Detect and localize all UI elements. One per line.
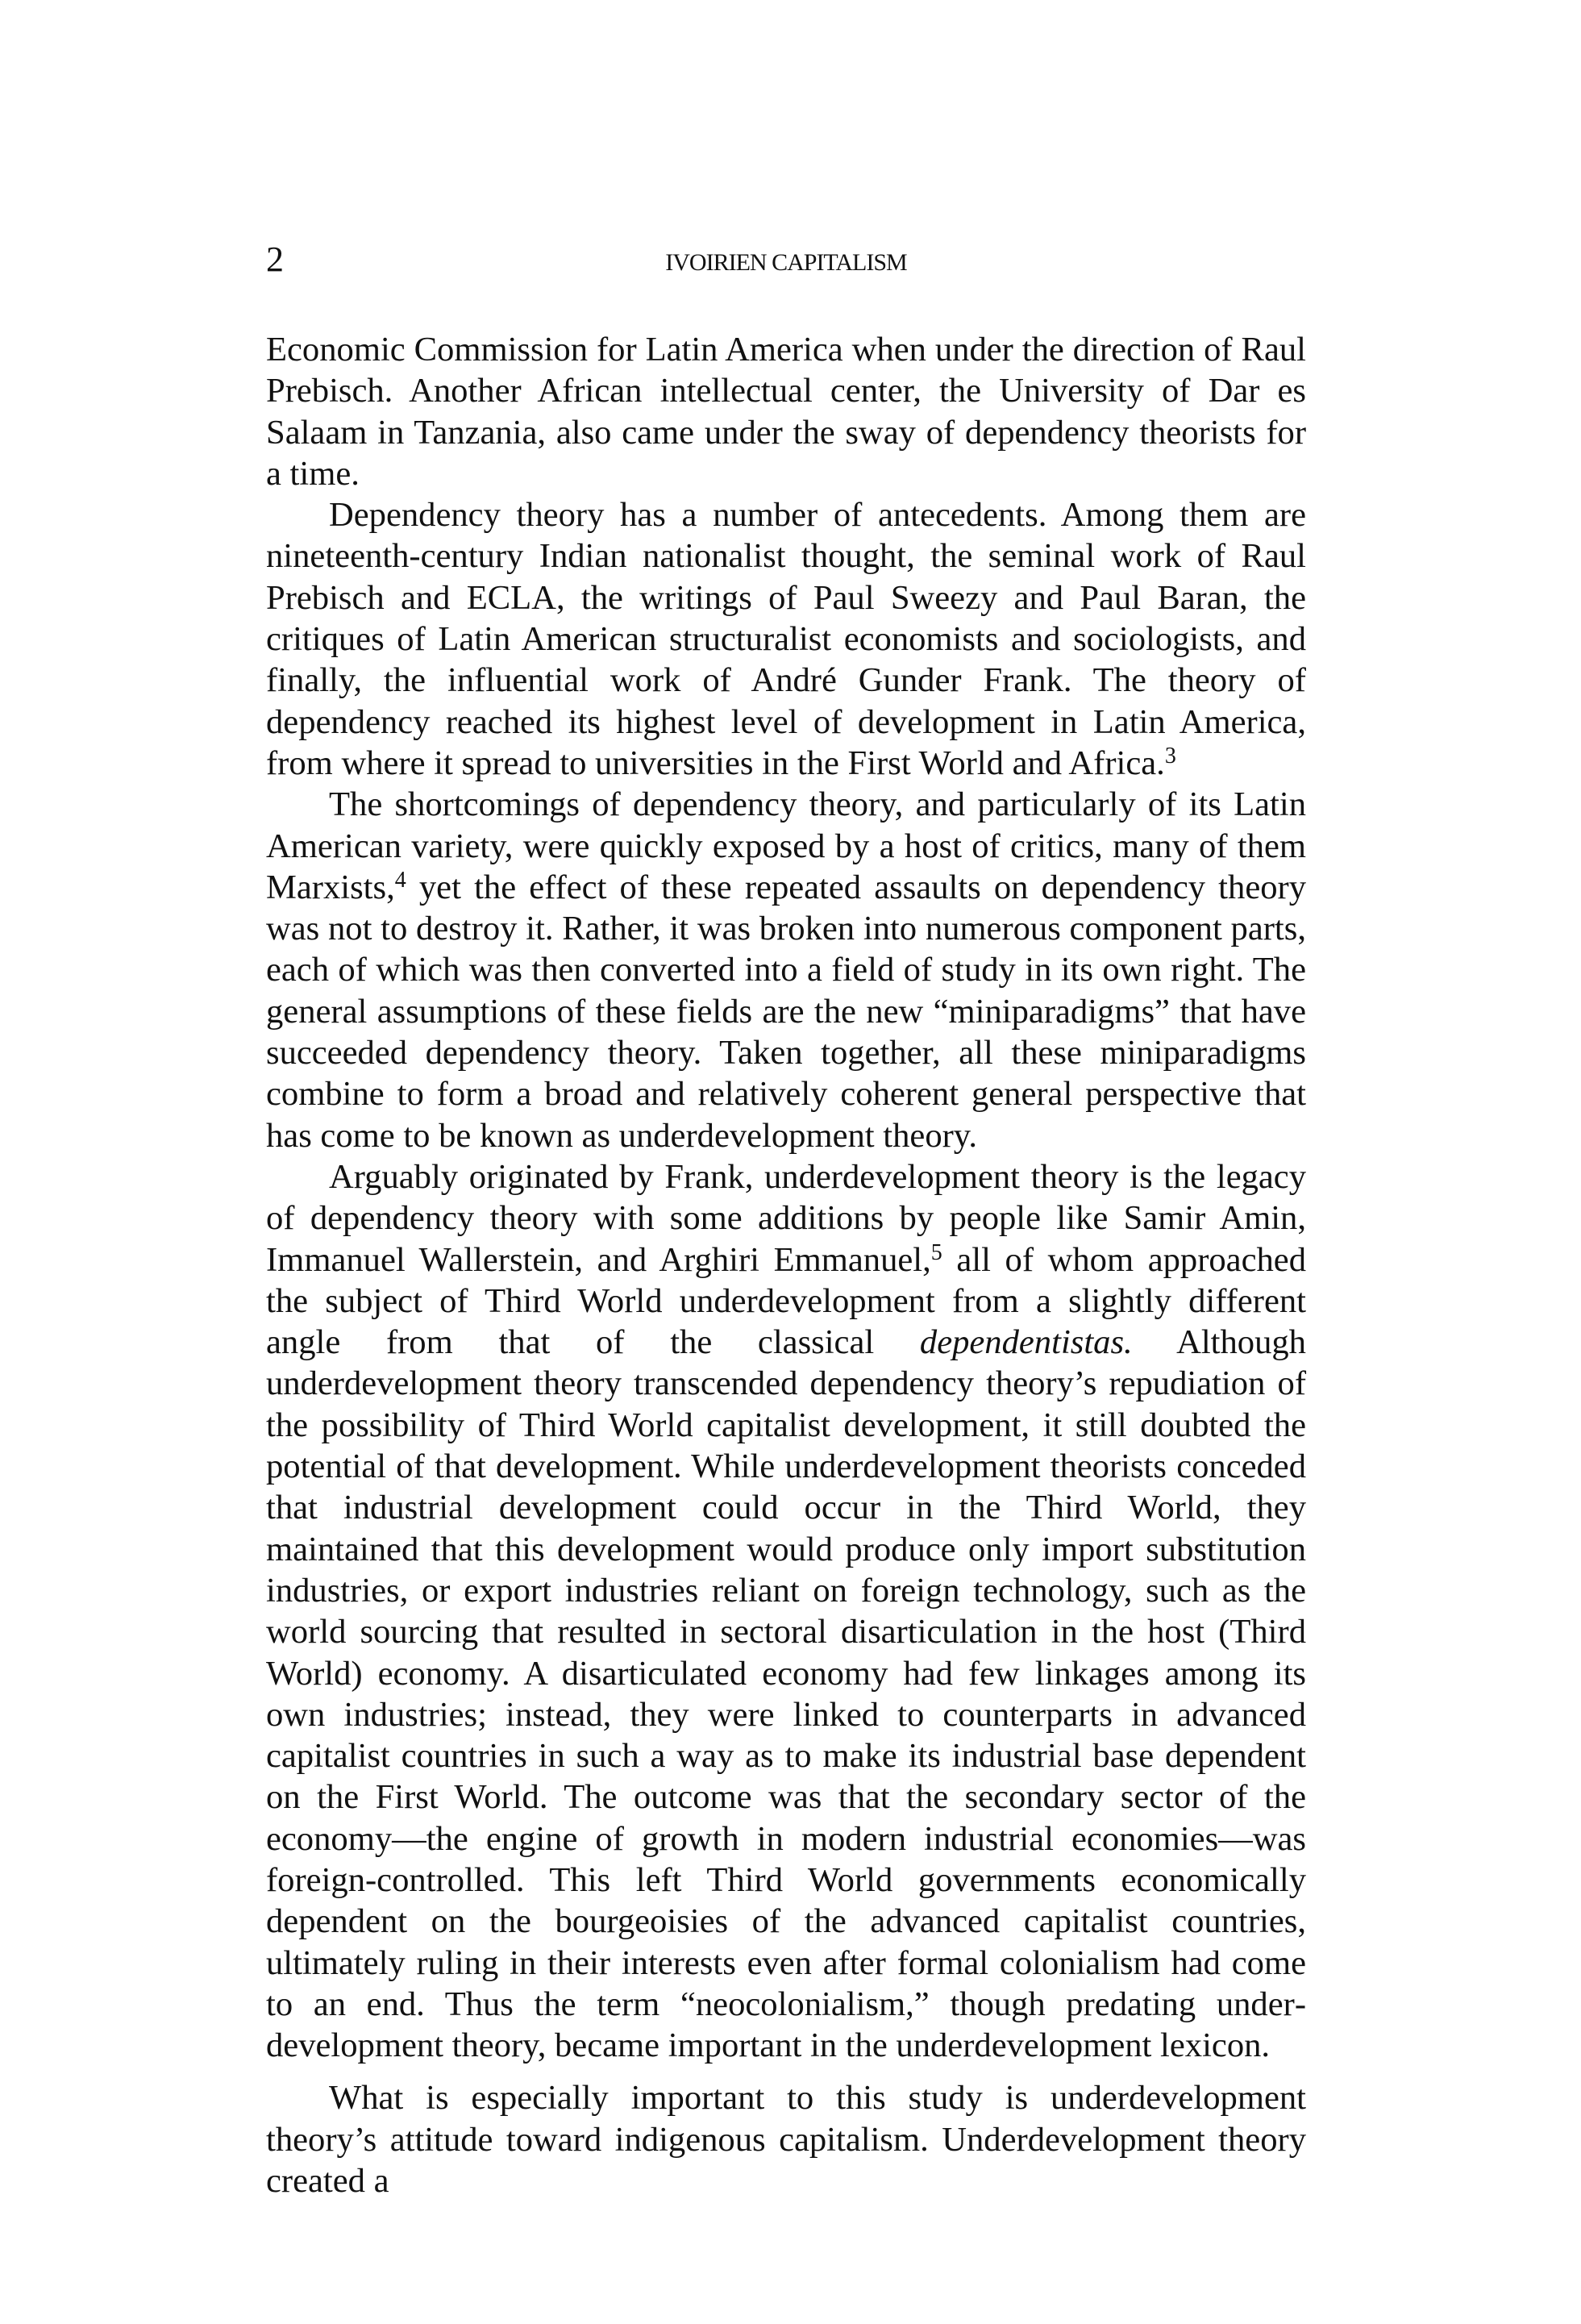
paragraph-3-text-a: The shortcomings of dependency theory, and particularly of its Latin American variety, were quickly exposed by a host of critics, many of them Marxists, bbox=[266, 785, 1306, 906]
paragraph-5-text: What is especially important to this study is underdevelopment theory’s attitude toward indigenous capitalism. Underdevelopment theory created a bbox=[266, 2079, 1306, 2201]
paragraph-4 bbox=[266, 1156, 1306, 2067]
footnote-ref-5: 5 bbox=[930, 1239, 942, 1265]
running-head bbox=[266, 235, 1306, 284]
paragraph-4-text-b: all of whom approached the subject of Third World underdevelopment from a slightly different angle from that of the classical bbox=[266, 1240, 1306, 1362]
paragraph-3-text-b: yet the effect of these repeated assaults on dependency theory was not to destroy it. Rather, it was broken into numerous component parts, each of which was then converted into a field of study in its own right. The general assumptions of these fields are the new “miniparadigms” that have succeeded dependency theory. Taken together, all these miniparadigms combine to form a broad and relatively coherent general perspective that has come to be known as underdevelopment theory. bbox=[266, 868, 1306, 1155]
italic-term: dependentistas. bbox=[919, 1323, 1133, 1362]
footnote-ref-3: 3 bbox=[1164, 743, 1176, 768]
paragraph-2-text: Dependency theory has a number of antecedents. Among them are nineteenth-century Indian nationalist thought, the seminal work of Raul Prebisch and ECLA, the writings of Paul Sweezy and Paul Baran, the critiques of Latin American structuralist economists and sociologists, and finally, the influential work of André Gunder Frank. The theory of dependency reached its highest level of development in Latin America, from where it spread to universities in the First World and Africa. bbox=[266, 496, 1306, 782]
page-number: 2 bbox=[266, 239, 284, 279]
paragraph-2 bbox=[266, 494, 1306, 784]
paragraph-1-text: Economic Commission for Latin America when under the direction of Raul Prebisch. Another African intellectual center, the University of Dar es Salaam in Tanzania, also came under the sway of dependency theorists for a time. bbox=[266, 331, 1306, 493]
body-text bbox=[266, 329, 1306, 2201]
paragraph-5 bbox=[266, 2077, 1306, 2201]
paragraph-1 bbox=[266, 329, 1306, 494]
paragraph-3 bbox=[266, 784, 1306, 1156]
running-title: IVOIRIEN CAPITALISM bbox=[665, 249, 907, 276]
paragraph-4-text-a: Arguably originated by Frank, underdevelopment theory is the legacy of dependency theory with some additions by people like Samir Amin, Immanuel Wallerstein, and Arghiri Emmanuel, bbox=[266, 1157, 1306, 1279]
footnote-ref-4: 4 bbox=[394, 867, 406, 893]
paragraph-4-text-c: Although underdevelopment theory transcended dependency theory’s repudiation of the possibility of Third World capitalist development, it still doubted the potential of that development. While underdevelopment theorists conceded that industrial development could occur in the Third World, they maintained that this development would produce only import substitution industries, or export industries reliant on foreign technology, such as the world sourcing that resulted in sectoral disarticulation in the host (Third World) economy. A disarticulated economy had few linkages among its own industries; instead, they were linked to counterparts in advanced capitalist countries in such a way as to make its industrial base dependent on the First World. The outcome was that the secondary sector of the economy—the engine of growth in modern industrial economies—was foreign-controlled. This left Third World governments economically dependent on the bourgeoisies of the advanced capitalist countries, ultimately ruling in their interests even after formal colonialism had come to an end. Thus the term “neocolonialism,” though predating underdevelopment theory, became important in the underdevelopment lexicon. bbox=[266, 1323, 1306, 2065]
